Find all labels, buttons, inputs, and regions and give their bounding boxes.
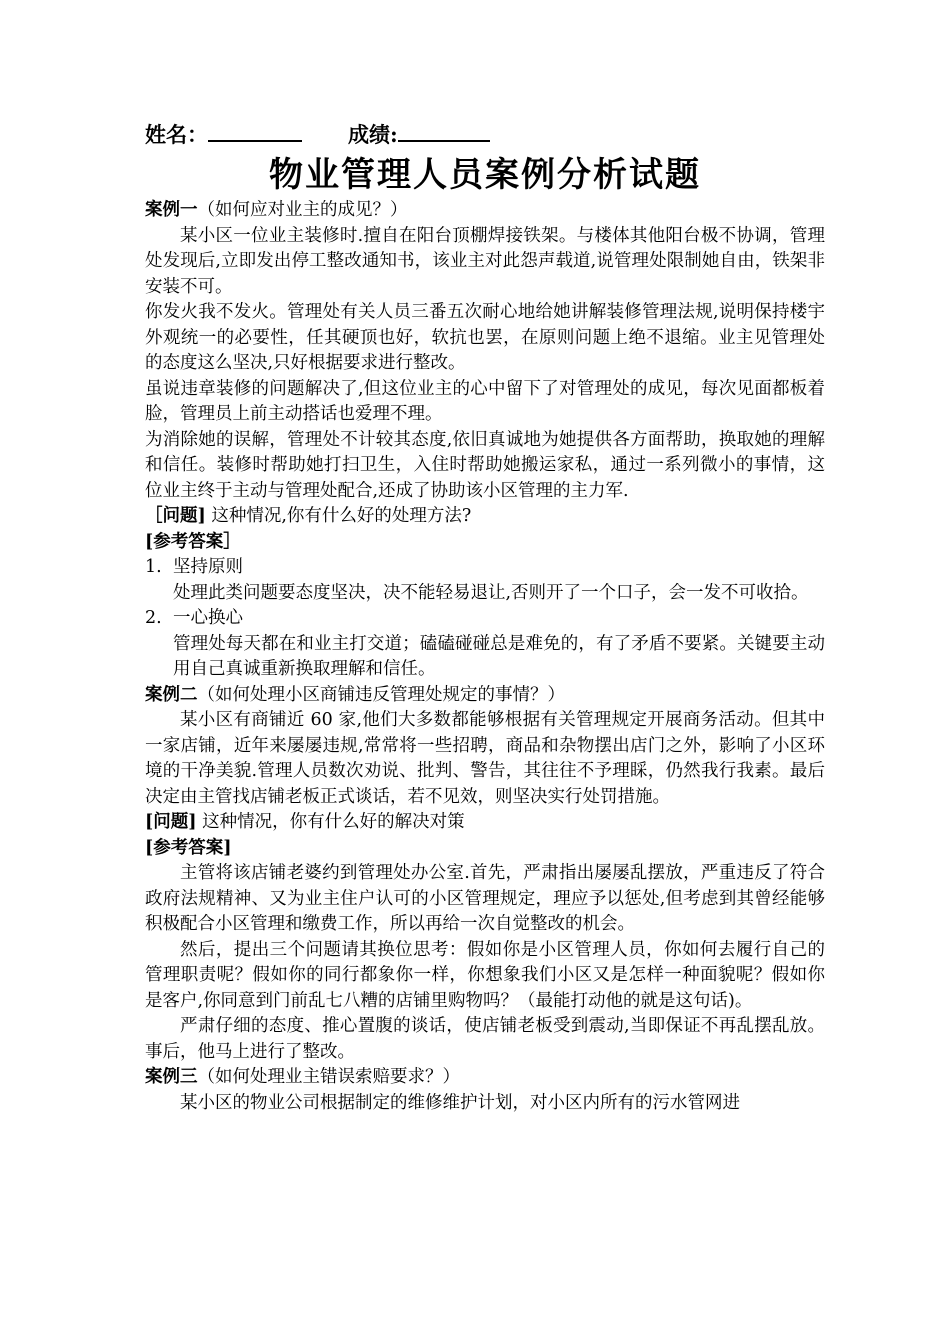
document-title: 物业管理人员案例分析试题: [269, 155, 701, 195]
case1-answer-item-1: [145, 555, 825, 581]
document-body: [145, 118, 825, 1116]
case2-question-label: [问题]: [145, 812, 197, 832]
case1-answer-item-2-text: 管理处每天都在和业主打交道；磕磕碰碰总是难免的，有了矛盾不要紧。关键要主动用自己真诚重新换取理解和信任。: [173, 633, 825, 679]
list-number: 1.: [145, 557, 162, 577]
score-blank[interactable]: [398, 118, 490, 142]
case2-answer-paragraph-3: 严肃仔细的态度、推心置腹的谈话，使店铺老板受到震动,当即保证不再乱摆乱放。事后，他马上进行了整改。: [145, 1016, 825, 1062]
case1-label: 案例一: [145, 200, 198, 220]
score-label: 成绩:: [348, 122, 398, 147]
case1-paragraph-3: 虽说违章装修的问题解决了,但这位业主的心中留下了对管理处的成见，每次见面都板着脸，管理员上前主动搭话也爱理不理。: [145, 378, 825, 424]
case3-subtitle: （如何处理业主错误索赔要求？）: [197, 1067, 460, 1087]
case1-paragraph-1: 某小区一位业主装修时.擅自在阳台顶棚焊接铁架。与楼体其他阳台极不协调，管理处发现后,立即发出停工整改通知书，该业主对此怨声载道,说管理处限制她自由，铁架非安装不可。: [145, 225, 825, 297]
case1-answer-label: [参考答案］: [145, 531, 241, 552]
case3-heading: [145, 1065, 825, 1091]
case2-answer-paragraph-1: 主管将该店铺老婆约到管理处办公室.首先，严肃指出屡屡乱摆放，严重违反了符合政府法规精神、又为业主住户认可的小区管理规定，理应予以惩处,但考虑到其曾经能够积极配合小区管理和缴费工作，所以再给一次自觉整改的机会。: [145, 863, 825, 934]
case2-heading: [145, 683, 825, 709]
case2-paragraph-1: 某小区有商铺近 60 家,他们大多数都能够根据有关管理规定开展商务活动。但其中一家店铺，近年来屡屡违规,常常将一些招聘，商品和杂物摆出店门之外，影响了小区环境的干净美貌.管理人员数次劝说、批判、警告，其往往不予理睬，仍然我行我素。最后决定由主管找店铺老板正式谈话，若不见效，则坚决实行处罚措施。: [145, 710, 825, 807]
name-label: 姓名：: [145, 122, 208, 147]
list-item-title: 坚持原则: [173, 557, 243, 577]
case2-answer-label: [参考答案]: [145, 837, 232, 858]
case1-question: [145, 504, 825, 530]
case1-paragraph-4: 为消除她的误解，管理处不计较其态度,依旧真诚地为她提供各方面帮助，换取她的理解和信任。装修时帮助她打扫卫生，入住时帮助她搬运家私，通过一系列微小的事情，这位业主终于主动与管理处配合,还成了协助该小区管理的主力军.: [145, 429, 825, 501]
exam-header: [145, 118, 825, 150]
list-item-title: 一心换心: [173, 608, 243, 628]
case1-question-label: ［问题]: [145, 506, 206, 526]
case1-subtitle: （如何应对业主的成见？）: [197, 200, 408, 220]
case1-answer-item-1-text: 处理此类问题要态度坚决，决不能轻易退让,否则开了一个口子，会一发不可收拾。: [173, 582, 809, 603]
case2-question: [145, 810, 825, 836]
case1-answer-item-2: [145, 606, 825, 632]
case2-answer-paragraph-2: 然后，提出三个问题请其换位思考：假如你是小区管理人员，你如何去履行自己的管理职责呢？假如你的同行都象你一样，你想象我们小区又是怎样一种面貌呢？假如你是客户,你同意到门前乱七八糟的店铺里购物吗？（最能打动他的就是这句话)。: [145, 939, 825, 1011]
case2-subtitle: （如何处理小区商铺违反管理处规定的事情？）: [197, 684, 565, 705]
case3-paragraph-1: 某小区的物业公司根据制定的维修维护计划，对小区内所有的污水管网进: [180, 1092, 740, 1113]
case2-label: 案例二: [145, 684, 198, 705]
list-number: 2.: [145, 608, 162, 628]
case1-question-text: 这种情况,你有什么好的处理方法?: [205, 506, 472, 526]
name-blank[interactable]: [208, 118, 302, 142]
case2-question-text: 这种情况，你有什么好的解决对策: [196, 812, 465, 832]
case1-paragraph-2: 你发火我不发火。管理处有关人员三番五次耐心地给她讲解装修管理法规,说明保持楼宇外观统一的必要性，任其硬顶也好，软抗也罢，在原则问题上绝不退缩。业主见管理处的态度这么坚决,只好根据要求进行整改。: [145, 302, 825, 373]
case3-label: 案例三: [145, 1067, 198, 1087]
case1-heading: [145, 198, 825, 224]
